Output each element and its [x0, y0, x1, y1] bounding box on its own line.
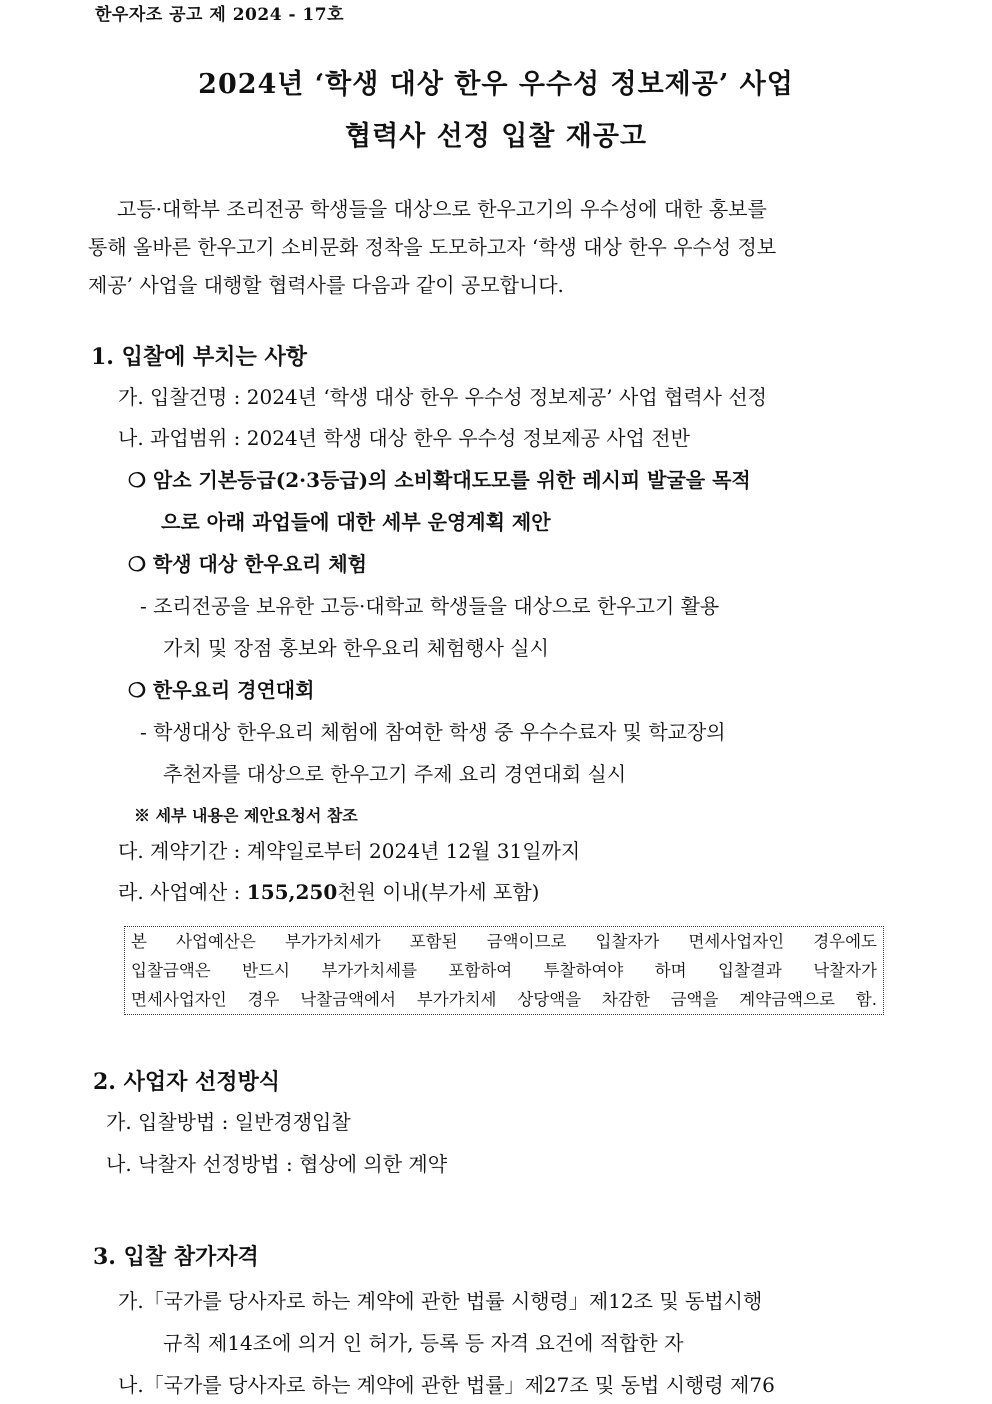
vat-notice-box — [124, 926, 884, 1015]
scope-bullet-2-detail-line1: - 조리전공을 보유한 고등·대학교 학생들을 대상으로 한우고기 활용 — [140, 594, 720, 618]
section1-item-ra — [118, 873, 539, 911]
document-number: 한우자조 공고 제 2024 - 17호 — [95, 5, 344, 25]
vat-notice-line3: 면세사업자인 경우 낙찰금액에서 부가가치세 상당액을 차감한 금액을 계약금액으로 함. — [131, 990, 877, 1009]
intro-line3: 제공’ 사업을 대행할 협력사를 다음과 같이 공모합니다. — [88, 273, 564, 297]
reference-note: ※ 세부 내용은 제안요청서 참조 — [134, 806, 358, 825]
scope-bullet-1-line2: 으로 아래 과업들에 대한 세부 운영계획 제안 — [161, 510, 551, 534]
scope-bullet-2-detail-line2: 가치 및 장점 홍보와 한우요리 체험행사 실시 — [163, 636, 549, 660]
section3-item-ga-line1: 가.「국가를 당사자로 하는 계약에 관한 법률 시행령」제12조 및 동법시행 — [118, 1289, 763, 1313]
scope-bullet-2: ❍ 학생 대상 한우요리 체험 — [128, 552, 367, 576]
scope-bullet-3-detail-line1: - 학생대상 한우요리 체험에 참여한 학생 중 우수수료자 및 학교장의 — [140, 720, 726, 744]
budget-suffix: 천원 이내(부가세 포함) — [337, 880, 540, 904]
page-title-line2: 협력사 선정 입찰 재공고 — [344, 121, 648, 152]
intro-line2: 통해 올바른 한우고기 소비문화 정착을 도모하고자 ‘학생 대상 한우 우수성 정보 — [88, 235, 777, 259]
page-title-line1: 2024년 ‘학생 대상 한우 우수성 정보제공’ 사업 — [198, 69, 794, 100]
section3-item-na-line1: 나.「국가를 당사자로 하는 계약에 관한 법률」제27조 및 동법 시행령 제76 — [118, 1373, 775, 1397]
section1-item-na: 나. 과업범위 : 2024년 학생 대상 한우 우수성 정보제공 사업 전반 — [118, 426, 690, 450]
scope-bullet-3: ❍ 한우요리 경연대회 — [128, 678, 315, 702]
section2-item-ga: 가. 입찰방법 : 일반경쟁입찰 — [106, 1110, 351, 1134]
section3-heading: 3. 입찰 참가자격 — [93, 1244, 259, 1270]
section1-heading: 1. 입찰에 부치는 사항 — [91, 344, 307, 370]
scope-bullet-3-detail-line2: 추천자를 대상으로 한우고기 주제 요리 경연대회 실시 — [163, 762, 627, 786]
budget-amount: 155,250 — [246, 880, 338, 904]
section1-item-ga: 가. 입찰건명 : 2024년 ‘학생 대상 한우 우수성 정보제공’ 사업 협력사 선정 — [118, 385, 767, 409]
vat-notice-line2: 입찰금액은 반드시 부가가치세를 포함하여 투찰하여야 하며 입찰결과 낙찰자가 — [131, 961, 877, 980]
section2-item-na: 나. 낙찰자 선정방법 : 협상에 의한 계약 — [106, 1152, 448, 1176]
intro-line1: 고등·대학부 조리전공 학생들을 대상으로 한우고기의 우수성에 대한 홍보를 — [117, 197, 767, 221]
budget-label: 라. 사업예산 : — [118, 880, 247, 904]
scope-bullet-1-line1: ❍ 암소 기본등급(2·3등급)의 소비확대도모를 위한 레시피 발굴을 목적 — [128, 468, 751, 492]
section2-heading: 2. 사업자 선정방식 — [93, 1069, 281, 1095]
section1-item-da: 다. 계약기간 : 계약일로부터 2024년 12월 31일까지 — [118, 839, 581, 863]
section3-item-ga-line2: 규칙 제14조에 의거 인 허가, 등록 등 자격 요건에 적합한 자 — [163, 1331, 684, 1355]
vat-notice-line1: 본 사업예산은 부가가치세가 포함된 금액이므로 입찰자가 면세사업자인 경우에도 — [131, 932, 877, 951]
